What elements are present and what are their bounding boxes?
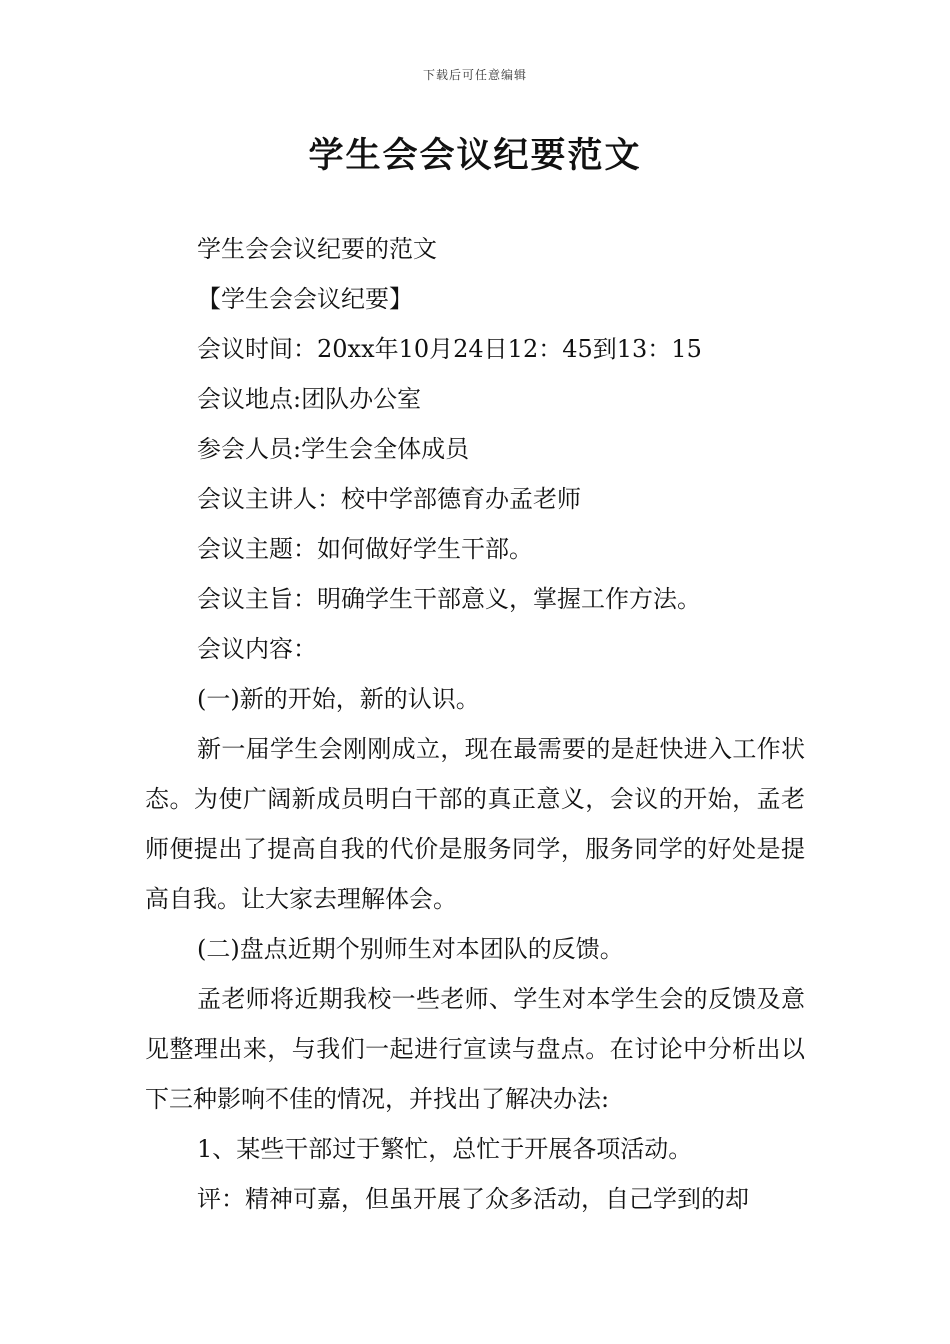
paragraph-section-two-body: 孟老师将近期我校一些老师、学生对本学生会的反馈及意见整理出来，与我们一起进行宣读与盘点。在讨论中分析出以下三种影响不佳的情况，并找出了解决办法: [145,985,805,1113]
paragraph-topic: 会议主题：如何做好学生干部。 [197,535,533,563]
paragraph-attendees: 参会人员:学生会全体成员 [197,435,470,463]
paragraph-meeting-location: 会议地点:团队办公室 [197,385,422,413]
paragraph-comment: 评：精神可嘉，但虽开展了众多活动，自己学到的却 [197,1185,749,1213]
paragraph-purpose: 会议主旨：明确学生干部意义，掌握工作方法。 [197,585,701,613]
document-title: 学生会会议纪要范文 [308,135,642,176]
document-body [145,224,805,1224]
paragraph-subtitle: 学生会会议纪要的范文 [197,235,437,263]
paragraph-item-one: 1、某些干部过于繁忙，总忙于开展各项活动。 [197,1135,693,1163]
paragraph-content-label: 会议内容： [197,635,317,663]
paragraph-meeting-time: 会议时间：20xx年10月24日12：45到13：15 [197,335,702,363]
header-note: 下载后可任意编辑 [422,68,527,82]
paragraph-speaker: 会议主讲人：校中学部德育办孟老师 [197,485,581,513]
paragraph-heading: 【学生会会议纪要】 [197,285,413,313]
paragraph-section-two: (二)盘点近期个别师生对本团队的反馈。 [197,935,624,963]
paragraph-section-one-body: 新一届学生会刚刚成立，现在最需要的是赶快进入工作状态。为使广阔新成员明白干部的真正意义，会议的开始，孟老师便提出了提高自我的代价是服务同学，服务同学的好处是提高自我。让大家去理解体会。 [145,735,805,913]
paragraph-section-one: (一)新的开始，新的认识。 [197,685,480,713]
